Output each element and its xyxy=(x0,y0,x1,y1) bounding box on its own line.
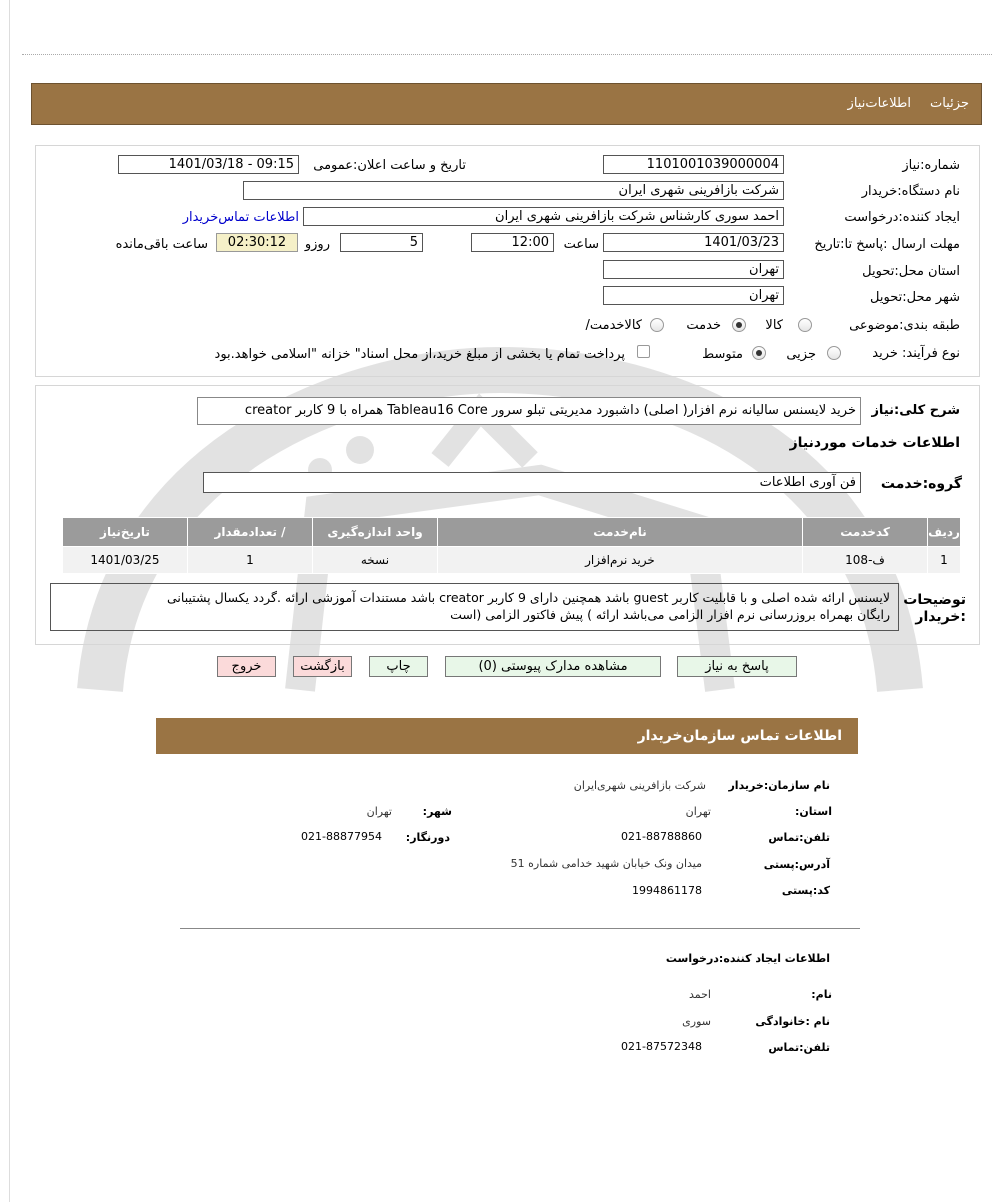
deadline-date-field: 1401/03/23 xyxy=(603,233,784,252)
days-label: روزو xyxy=(304,237,330,252)
org-postal-label: کد:پستی xyxy=(781,884,830,897)
creator-name-label: :نام xyxy=(811,988,832,1001)
category-goods-radio[interactable] xyxy=(798,318,812,332)
creator-family-value: سوری xyxy=(682,1015,711,1028)
cell-unit: نسخه xyxy=(313,547,438,574)
process-label: نوع فرآیند: خرید xyxy=(872,346,960,361)
need-info-panel xyxy=(35,145,980,377)
summary-field: خرید لایسنس سالیانه نرم افزار( اصلی) داشبورد مدیریتی تبلو سرور Tableau16 Core همراه با 9 کاربر creator xyxy=(197,397,861,425)
category-service-label: خدمت xyxy=(686,318,721,333)
cell-qty: 1 xyxy=(188,547,313,574)
remaining-time-field: 02:30:12 xyxy=(216,233,298,252)
cell-row: 1 xyxy=(928,547,961,574)
services-table xyxy=(62,517,961,574)
col-unit-header: واحد اندازه‌گیری xyxy=(313,518,438,547)
print-button[interactable]: چاپ xyxy=(369,656,428,677)
province-field: تهران xyxy=(603,260,784,279)
cell-code: ف-108 xyxy=(803,547,928,574)
need-number-field: 1101001039000004 xyxy=(603,155,784,174)
announce-label: تاریخ و ساعت اعلان:عمومی xyxy=(313,158,466,173)
creator-phone-label: تلفن:تماس xyxy=(768,1041,830,1054)
hour-label: ساعت xyxy=(563,237,599,252)
org-phone-label: تلفن:تماس xyxy=(768,831,830,844)
col-qty-header: / تعدادمقدار xyxy=(188,518,313,547)
org-province-value: تهران xyxy=(685,805,711,818)
org-city-value: تهران xyxy=(366,805,392,818)
buyer-org-label: نام دستگاه:خریدار xyxy=(861,184,960,199)
org-phone-value: 021-88788860 xyxy=(621,830,702,843)
exit-button[interactable]: خروج xyxy=(217,656,276,677)
org-name-label: نام سازمان:خریدار xyxy=(728,779,830,792)
city-field: تهران xyxy=(603,286,784,305)
category-label: طبقه بندی:موضوعی xyxy=(849,318,960,333)
org-fax-label: :دورنگار xyxy=(405,831,450,844)
cell-name: خرید نرم‌افزار xyxy=(438,547,803,574)
creator-family-label: نام :خانوادگی xyxy=(755,1015,830,1028)
cell-date: 1401/03/25 xyxy=(63,547,188,574)
org-name-value: شرکت بازافرینی شهری‌ایران xyxy=(573,779,706,792)
services-section-title: اطلاعات خدمات موردنیاز xyxy=(789,435,960,451)
creator-label: ایجاد کننده:درخواست xyxy=(844,210,960,225)
buyer-notes-line2: رایگان بهمراه بروزرسانی نرم افزار الزامی می‌باشد ارائه ) پیش فاکتور الزامی (است xyxy=(450,607,890,622)
service-group-label: گروه:خدمت xyxy=(880,476,962,492)
city-label: شهر محل:تحویل xyxy=(870,290,960,305)
table-header-row xyxy=(63,518,961,547)
col-code-header: کدخدمت xyxy=(803,518,928,547)
creator-name-value: احمد xyxy=(689,988,711,1001)
org-contact-title: اطلاعات تماس سازمان‌خریدار xyxy=(637,728,842,744)
buyer-org-field: شرکت بازافرینی شهری ایران xyxy=(243,181,784,200)
buyer-contact-link[interactable]: اطلاعات تماس‌خریدار xyxy=(182,210,299,225)
org-fax-value: 021-88877954 xyxy=(301,830,382,843)
org-contact-header xyxy=(156,718,858,754)
deadline-time-field: 12:00 xyxy=(471,233,554,252)
province-label: استان محل:تحویل xyxy=(862,264,960,279)
back-button[interactable]: بازگشت xyxy=(293,656,352,677)
buyer-notes-label xyxy=(896,592,966,626)
process-minor-radio[interactable] xyxy=(827,346,841,360)
org-postal-value: 1994861178 xyxy=(632,884,702,897)
reply-button[interactable]: پاسخ به نیاز xyxy=(677,656,797,677)
top-divider xyxy=(22,54,992,55)
category-goods-service-label: /کالاخدمت xyxy=(585,318,642,333)
remaining-label: ساعت باقی‌مانده xyxy=(115,237,208,252)
deadline-label: مهلت ارسال :پاسخ تا:تاریخ xyxy=(814,237,960,252)
creator-field: احمد سوری کارشناس شرکت بازافرینی شهری ایران xyxy=(303,207,784,226)
process-medium-label: متوسط xyxy=(702,347,743,362)
breadcrumb-details[interactable]: جزئیات xyxy=(930,96,969,111)
org-address-label: آدرس:پستی xyxy=(763,858,830,871)
table-row xyxy=(63,547,961,574)
org-province-label: :استان xyxy=(794,805,832,818)
creator-contact-title: اطلاعات ایجاد کننده:درخواست xyxy=(665,952,830,965)
summary-label: شرح کلی:نیاز xyxy=(871,403,960,418)
col-date-header: تاریخ‌نیاز xyxy=(63,518,188,547)
days-field: 5 xyxy=(340,233,423,252)
process-minor-label: جزیی xyxy=(786,347,816,362)
service-group-field: فن آوری اطلاعات xyxy=(203,472,861,493)
announce-field: 1401/03/18 - 09:15 xyxy=(118,155,299,174)
buyer-notes-box xyxy=(50,583,899,631)
category-goods-service-radio[interactable] xyxy=(650,318,664,332)
attachments-button[interactable]: مشاهده مدارک پیوستی (0) xyxy=(445,656,661,677)
page-header xyxy=(31,83,982,125)
process-medium-radio[interactable] xyxy=(752,346,766,360)
org-address-value: میدان ونک خیابان شهید خدامی شماره 51 xyxy=(510,857,702,870)
treasury-payment-text: پرداخت تمام یا بخشی از مبلغ خرید،از محل اسناد" خزانه "اسلامی خواهد.بود xyxy=(214,347,625,362)
category-goods-label: کالا xyxy=(765,318,783,333)
creator-phone-value: 021-87572348 xyxy=(621,1040,702,1053)
breadcrumb-need-info[interactable]: اطلاعات‌نیاز xyxy=(847,96,911,111)
org-city-label: :شهر xyxy=(422,805,452,818)
left-rule xyxy=(9,0,10,1202)
col-row-header: ردیف xyxy=(928,518,961,547)
category-service-radio[interactable] xyxy=(732,318,746,332)
need-number-label: شماره:نیاز xyxy=(902,158,960,173)
treasury-payment-checkbox[interactable] xyxy=(637,345,650,358)
buyer-notes-label-text: توضیحات :خریدار xyxy=(903,592,966,625)
contact-divider xyxy=(180,928,860,929)
buyer-notes-line1: لایسنس ارائه شده اصلی و با قابلیت کاربر guest باشد همچنین دارای 9 کاربر creator باشد مستندات آموزشی ارائه .گردد یکسال پشتیبانی xyxy=(167,590,890,605)
col-name-header: نام‌خدمت xyxy=(438,518,803,547)
